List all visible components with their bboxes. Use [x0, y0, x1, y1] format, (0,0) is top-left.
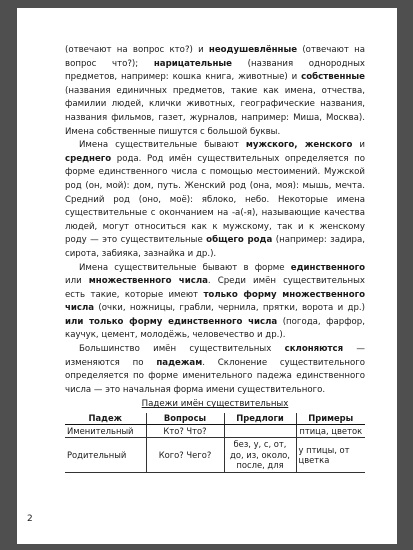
- bold-term: собственные: [301, 72, 365, 83]
- text-run: Имена существительные бывают в форме: [79, 262, 291, 273]
- text-run: . Среди имён существительных есть такие, которые имеют: [65, 276, 365, 300]
- paragraph: [65, 262, 365, 344]
- table-row: [65, 424, 365, 438]
- document-page: [17, 8, 397, 544]
- bold-term: общего рода: [206, 235, 273, 246]
- text-run: Имена существительные бывают: [79, 140, 246, 151]
- cell-examples: птица, цветок: [296, 424, 365, 438]
- bold-term: падежам: [156, 357, 203, 368]
- text-run: (отвечают на вопрос кто?) и: [65, 45, 209, 55]
- cell-case: Именительный: [65, 424, 146, 438]
- cell-examples: у птицы, от цветка: [296, 438, 365, 473]
- bold-term: среднего: [65, 153, 112, 164]
- bold-term: неодушевлённые: [208, 45, 298, 55]
- table-header-row: [65, 413, 365, 424]
- bold-term: мужского, женского: [245, 140, 353, 151]
- text-run: (погода, фарфор, каучук, цемент, молодёжь, человечество и др.).: [65, 316, 365, 341]
- text-run: (названия однородных предметов, например: кошка книга, животные) и: [65, 58, 365, 83]
- paragraph: [65, 343, 365, 397]
- text-run: (например: задира, сирота, забияка, зазнайка и др.).: [65, 235, 365, 259]
- header-examples: Примеры: [296, 413, 365, 424]
- bold-term: единственного: [290, 262, 365, 273]
- text-run: рода. Род имён существительных определяется по форме единственного числа с помощью местоимений. Мужской род (он, мой): дом, путь. Женский род (она, моя): мышь, мечта. Средний род (оно, моё): яблоко, небо. Некоторые имена существительные с окончанием на -а(-я), называющие качества людей, могут относиться как к мужскому, так и к женскому роду — это существительные: [65, 153, 365, 246]
- text-run: — изменяются по: [65, 344, 366, 368]
- text-run: . Склонение существительного определяется по форме именительного падежа единственного числа — это начальная форма имени существительного.: [65, 357, 365, 395]
- page-number: 2: [27, 514, 33, 524]
- paragraph: [65, 44, 365, 139]
- page-content: [65, 44, 365, 473]
- header-prepositions: Предлоги: [224, 413, 296, 424]
- cases-table: [65, 413, 365, 473]
- header-questions: Вопросы: [146, 413, 224, 424]
- header-case: Падеж: [65, 413, 146, 424]
- cell-questions: Кого? Чего?: [146, 438, 224, 473]
- bold-term: склоняются: [284, 344, 344, 355]
- cell-prepositions: [224, 424, 296, 438]
- text-run: Большинство имён существительных: [79, 344, 285, 355]
- cell-questions: Кто? Что?: [146, 424, 224, 438]
- text-run: или: [65, 276, 89, 287]
- bold-term: множественного числа: [88, 276, 208, 287]
- text-run: (названия единичных предметов, такие как имена, отчества, фамилии людей, клички животных, географические названия, названия фильмов, газет, журналов, например: Миша, Москва). Имена собственные пишутся с большой буквы.: [65, 85, 365, 137]
- text-run: (очки, ножницы, грабли, чернила, прятки, ворота и др.): [94, 303, 365, 314]
- table-row: [65, 438, 365, 473]
- cell-case: Родительный: [65, 438, 146, 473]
- cell-prepositions: без, у, с, от, до, из, около, после, для: [224, 438, 296, 473]
- text-run: (отвечают на вопрос что?);: [65, 45, 365, 69]
- table-title: Падежи имён существительных: [141, 399, 289, 410]
- bold-term: или только форму единственного числа: [65, 316, 278, 327]
- paragraph: [65, 139, 365, 261]
- bold-term: только форму множественного числа: [65, 289, 365, 314]
- text-run: и: [352, 140, 365, 151]
- bold-term: нарицательные: [153, 58, 232, 69]
